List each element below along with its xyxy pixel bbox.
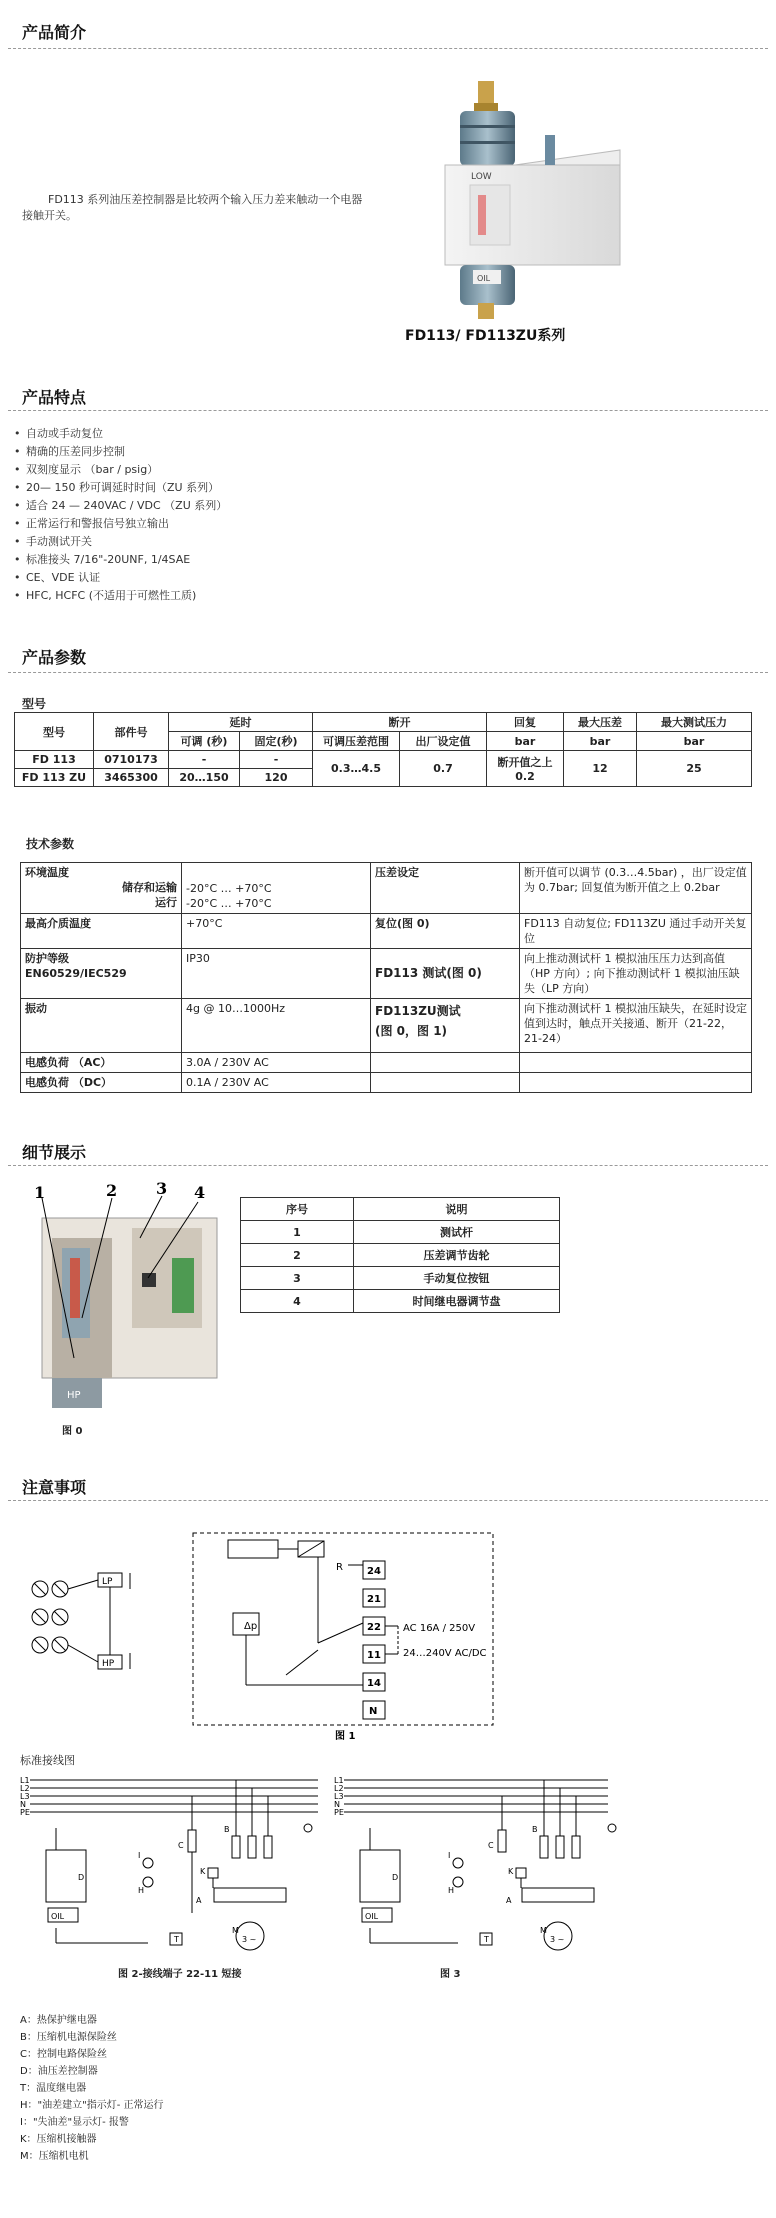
- wiring-title: 标准接线图: [20, 1754, 75, 1767]
- feature-item: • 精确的压差同步控制: [14, 443, 514, 461]
- label-a: A: [506, 1896, 512, 1905]
- legend-item: B：压缩机电源保险丝: [20, 2032, 117, 2043]
- col-reset: 回复: [487, 713, 564, 732]
- legend-item: D：油压差控制器: [20, 2066, 98, 2077]
- col-model: 型号: [15, 713, 94, 751]
- col-maxdiff-unit: bar: [564, 732, 637, 751]
- section-divider: [8, 1165, 768, 1166]
- figure-1-diagram: [18, 1525, 578, 1745]
- label-m: M: [232, 1926, 239, 1935]
- col-part: 部件号: [94, 713, 169, 751]
- label-d: D: [392, 1873, 399, 1882]
- legend-item: H："油差建立"指示灯- 正常运行: [20, 2100, 164, 2111]
- tech-table: [20, 862, 752, 1093]
- table-row: FD 113 ZU 3465300 20…150 120: [15, 769, 752, 787]
- col-desc: 说明: [354, 1198, 560, 1221]
- label-delta-p: Δp: [244, 1621, 258, 1632]
- line-n: N: [20, 1800, 26, 1809]
- label-a: A: [196, 1896, 202, 1905]
- fig2-caption: 图 2-接线端子 22-11 短接: [118, 1969, 242, 1980]
- table-row: 振动 4g @ 10…1000Hz FD113ZU测试 (图 0，图 1) 向下推动测试杆 1 模拟油压缺失，在延时设定值到达时，触点开关接通、断开（21-22，21-24）: [21, 999, 752, 1053]
- legend-item: I："失油差"显示灯- 报警: [20, 2117, 129, 2128]
- table-row: FD 113 0710173 - - 0.3…4.5 0.7 断开值之上 0.2 12 25: [15, 751, 752, 769]
- feature-item: • 自动或手动复位: [14, 425, 514, 443]
- section-divider: [8, 1500, 768, 1501]
- col-break-factory: 出厂设定值: [400, 732, 487, 751]
- line-n: N: [334, 1800, 340, 1809]
- label-c: C: [488, 1841, 494, 1850]
- table-row: 4 时间继电器调节盘: [241, 1290, 560, 1313]
- col-delay: 延时: [169, 713, 313, 732]
- label-motor: 3 ~: [550, 1935, 565, 1944]
- col-no: 序号: [241, 1198, 354, 1221]
- section-title-notes: 注意事项: [22, 1478, 87, 1497]
- label-low: LOW: [471, 172, 492, 182]
- model-table: [14, 712, 752, 787]
- label-k: K: [200, 1867, 206, 1876]
- legend-item: A：热保护继电器: [20, 2015, 97, 2026]
- label-r: R: [336, 1562, 343, 1573]
- line-pe: PE: [334, 1808, 344, 1817]
- line-l1: L1: [334, 1776, 344, 1785]
- section-divider: [8, 410, 768, 411]
- label-t: T: [174, 1935, 179, 1944]
- legend-item: M：压缩机电机: [20, 2151, 89, 2162]
- fig0-caption: 图 0: [62, 1426, 83, 1437]
- table-row: 2 压差调节齿轮: [241, 1244, 560, 1267]
- terminal-14: 14: [367, 1678, 381, 1689]
- section-divider: [8, 48, 768, 49]
- legend-item: K：压缩机接触器: [20, 2134, 97, 2145]
- legend-item: C：控制电路保险丝: [20, 2049, 107, 2060]
- feature-item: • 标准接头 7/16"-20UNF, 1/4SAE: [14, 551, 514, 569]
- table-row: 环境温度 储存和运输 运行 -20°C … +70°C -20°C … +70°C 压差设定 断开值可以调节 (0.3…4.5bar) ，出厂设定值为 0.7bar; 回复值为断开值之上 0.2bar: [21, 863, 752, 914]
- section-title-details: 细节展示: [22, 1143, 87, 1162]
- label-b: B: [224, 1825, 230, 1834]
- col-maxtest-unit: bar: [637, 732, 752, 751]
- feature-item: • CE、VDE 认证: [14, 569, 514, 587]
- label-oil: OIL: [365, 1912, 379, 1921]
- feature-item: • 适合 24 — 240VAC / VDC （ZU 系列）: [14, 497, 514, 515]
- svg-text:HP: HP: [67, 1390, 81, 1401]
- terminal-n: N: [369, 1706, 378, 1717]
- wiring-diagram: [18, 1768, 618, 1960]
- detail-table: [240, 1197, 560, 1313]
- section-divider: [8, 672, 768, 673]
- table-row: 电感负荷 （DC） 0.1A / 230V AC: [21, 1073, 752, 1093]
- label-c: C: [178, 1841, 184, 1850]
- intro-text: FD113 系列油压差控制器是比较两个输入压力差来触动一个电器接触开关。: [22, 193, 363, 222]
- model-table-title: 型号: [22, 697, 47, 711]
- feature-list: [14, 425, 514, 605]
- label-dc-rating: 24…240V AC/DC: [403, 1648, 487, 1659]
- col-maxtest: 最大测试压力: [637, 713, 752, 732]
- label-oil: OIL: [477, 274, 491, 283]
- label-oil: OIL: [51, 1912, 65, 1921]
- line-l1: L1: [20, 1776, 30, 1785]
- col-maxdiff: 最大压差: [564, 713, 637, 732]
- label-h: H: [448, 1886, 455, 1895]
- line-l2: L2: [20, 1784, 30, 1793]
- table-row: 1 测试杆: [241, 1221, 560, 1244]
- col-reset-unit: bar: [487, 732, 564, 751]
- table-row: 最高介质温度 +70°C 复位(图 0) FD113 自动复位; FD113ZU 通过手动开关复位: [21, 914, 752, 949]
- col-delay-adj: 可调 (秒): [169, 732, 240, 751]
- terminal-11: 11: [367, 1650, 381, 1661]
- label-d: D: [78, 1873, 85, 1882]
- col-break-range: 可调压差范围: [313, 732, 400, 751]
- label-hp: HP: [102, 1659, 115, 1669]
- line-l2: L2: [334, 1784, 344, 1793]
- feature-item: • 双刻度显示 （bar / psig）: [14, 461, 514, 479]
- label-i: I: [448, 1851, 451, 1860]
- feature-item: • HFC, HCFC (不适用于可燃性工质): [14, 587, 514, 605]
- label-motor: 3 ~: [242, 1935, 257, 1944]
- label-h: H: [138, 1886, 145, 1895]
- table-row: 防护等级 EN60529/IEC529 IP30 FD113 测试(图 0) 向上推动测试杆 1 模拟油压压力达到高值（HP 方向）; 向下推动测试杆 1 模拟油压缺失（LP 方向）: [21, 949, 752, 999]
- callout-1: 1: [34, 1183, 46, 1202]
- table-row: 电感负荷 （AC） 3.0A / 230V AC: [21, 1053, 752, 1073]
- line-pe: PE: [20, 1808, 30, 1817]
- wiring-legend: [20, 2012, 164, 2165]
- callout-4: 4: [194, 1183, 206, 1202]
- product-caption: FD113/ FD113ZU系列: [405, 328, 566, 344]
- section-title-intro: 产品简介: [22, 23, 87, 42]
- section-title-params: 产品参数: [22, 648, 87, 667]
- label-i: I: [138, 1851, 141, 1860]
- callout-3: 3: [156, 1179, 168, 1198]
- line-l3: L3: [20, 1792, 30, 1801]
- terminal-24: 24: [367, 1566, 381, 1577]
- section-title-features: 产品特点: [22, 388, 87, 407]
- feature-item: • 手动测试开关: [14, 533, 514, 551]
- tech-title: 技术参数: [26, 837, 75, 851]
- terminal-21: 21: [367, 1594, 381, 1605]
- feature-item: • 正常运行和警报信号独立输出: [14, 515, 514, 533]
- col-break: 断开: [313, 713, 487, 732]
- feature-item: • 20— 150 秒可调延时时间（ZU 系列）: [14, 479, 514, 497]
- detail-photo: [22, 1178, 237, 1418]
- fig3-caption: 图 3: [440, 1969, 461, 1980]
- fig1-caption: 图 1: [335, 1731, 356, 1742]
- line-l3: L3: [334, 1792, 344, 1801]
- table-row: 3 手动复位按钮: [241, 1267, 560, 1290]
- terminal-22: 22: [367, 1622, 381, 1633]
- col-delay-fixed: 固定(秒): [240, 732, 313, 751]
- label-lp: LP: [102, 1577, 113, 1587]
- callout-2: 2: [106, 1181, 118, 1200]
- legend-item: T：温度继电器: [20, 2083, 87, 2094]
- label-t: T: [484, 1935, 489, 1944]
- label-k: K: [508, 1867, 514, 1876]
- label-ac-rating: AC 16A / 250V: [403, 1623, 476, 1634]
- label-b: B: [532, 1825, 538, 1834]
- product-image: [425, 75, 640, 320]
- label-m: M: [540, 1926, 547, 1935]
